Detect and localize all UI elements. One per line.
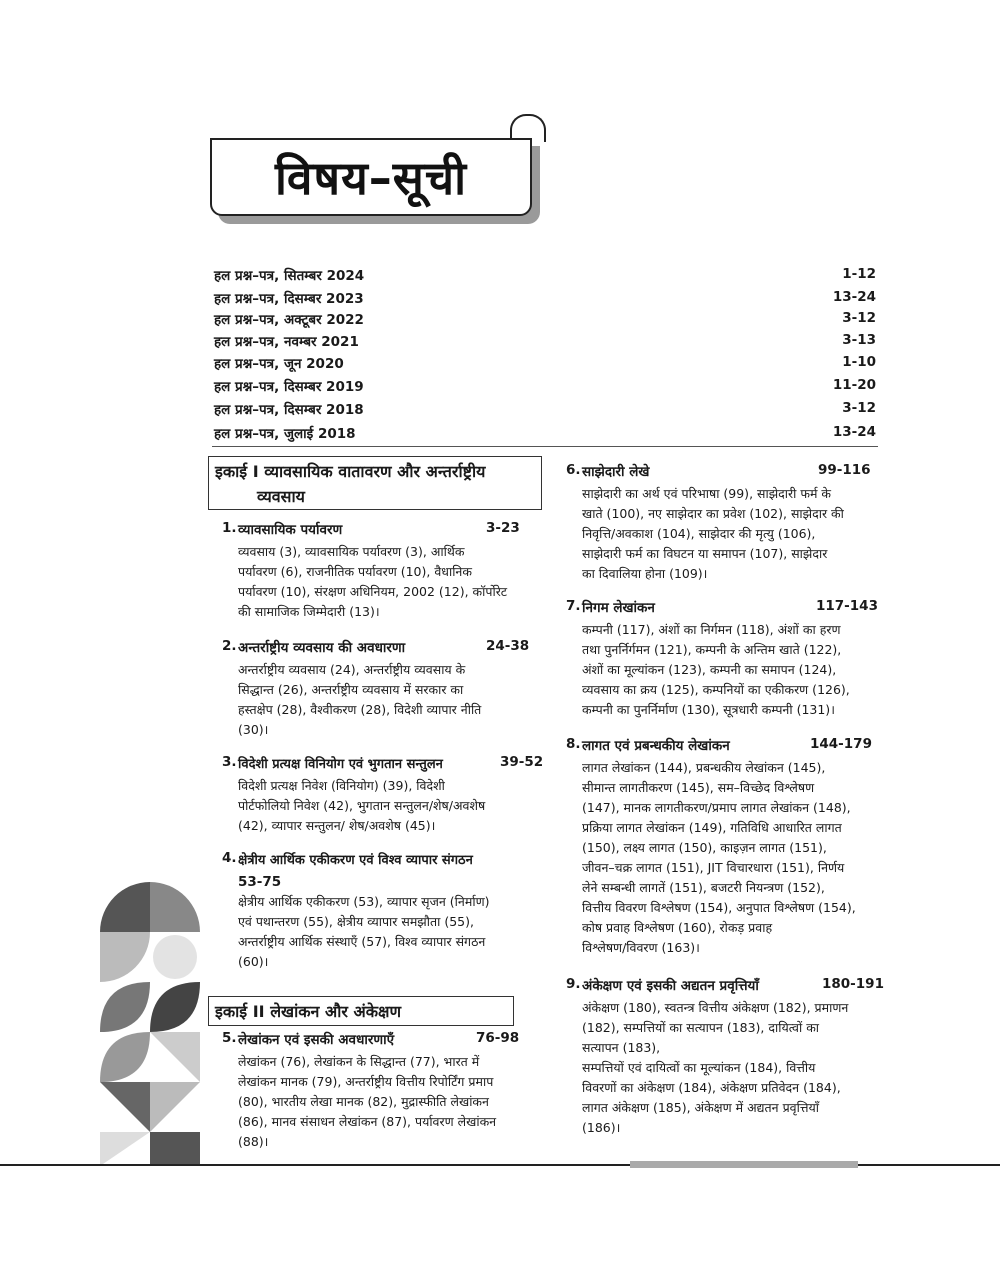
square-shape [150,1132,200,1166]
chapter-topics-line: पोर्टफोलियो निवेश (42), भुगतान सन्तुलन/शेष/अवशेष [238,798,486,813]
chapter-topics-line: (86), मानव संसाधन लेखांकन (87), पर्यावरण लेखांकन [238,1114,497,1129]
chapter-title: साझेदारी लेखे [582,464,650,480]
chapter-topics-line: का दिवालिया होना (109)। [582,566,708,581]
chapter-number: 4. [222,850,237,866]
paper-row [214,377,876,399]
chapter-topics-line: (150), लक्ष्य लागत (150), काइज़न लागत (151), [582,840,827,855]
triangle-shape [150,1082,200,1132]
paper-row [214,332,876,354]
chapter-pages: 99-116 [818,462,871,478]
triangle-shape [100,1132,150,1166]
chapter-title: अंकेक्षण एवं इसकी अद्यतन प्रवृत्तियाँ [582,978,759,994]
paper-label: हल प्रश्न–पत्र, नवम्बर 2021 [214,334,359,350]
paper-label: हल प्रश्न–पत्र, जून 2020 [214,356,344,372]
chapter-topics-line: विश्लेषण/विवरण (163)। [582,940,700,955]
paper-pages: 13-24 [832,289,876,305]
divider [212,446,878,447]
chapter-title: अन्तर्राष्ट्रीय व्यवसाय की अवधारणा [238,640,406,656]
chapter-number: 7. [566,598,581,614]
chapter-topics-line: एवं पथान्तरण (55), क्षेत्रीय व्यापार समझौता (55), [238,914,474,929]
chapter-topics-line: प्रक्रिया लागत लेखांकन (149), गतिविधि आधारित लागत [582,820,842,835]
chapter-title: व्यावसायिक पर्यावरण [238,522,343,538]
leaf-shape [150,982,200,1032]
chapter-title: लागत एवं प्रबन्धकीय लेखांकन [582,738,730,754]
chapter-entry [566,976,886,1138]
chapter-topics-line: लेखांकन मानक (79), अन्तर्राष्ट्रीय वित्तीय रिपोर्टिंग प्रमाप [238,1074,494,1089]
chapter-topics-line: विवरणों का अंकेक्षण (184), अंकेक्षण प्रतिवेदन (184), [582,1080,841,1095]
chapter-topics-line: विदेशी प्रत्यक्ष निवेश (विनियोग) (39), विदेशी [238,778,445,793]
chapter-pages: 53-75 [238,874,282,890]
chapter-topics-line: लागत लेखांकन (144), प्रबन्धकीय लेखांकन (145), [582,760,826,775]
chapter-topics-line: अंकेक्षण (180), स्वतन्त्र वित्तीय अंकेक्षण (182), प्रमाणन [582,1000,849,1015]
chapter-entry [222,638,542,740]
paper-label: हल प्रश्न–पत्र, अक्टूबर 2022 [214,312,364,328]
paper-pages: 1-12 [842,266,876,282]
paper-label: हल प्रश्न–पत्र, दिसम्बर 2023 [214,291,364,307]
chapter-title: क्षेत्रीय आर्थिक एकीकरण एवं विश्व व्यापार संगठन [238,853,473,868]
paper-pages: 3-12 [842,310,876,326]
chapter-topics-line: (60)। [238,954,269,969]
paper-row [214,289,876,311]
chapter-topics-line: वित्तीय विवरण विश्लेषण (154), अनुपात विश्लेषण (154), [582,900,856,915]
chapter-number: 6. [566,462,581,478]
paper-pages: 1-10 [842,354,876,370]
chapter-topics-line: अन्तर्राष्ट्रीय आर्थिक संस्थाएँ (57), विश्व व्यापार संगठन [238,934,486,949]
chapter-topics-line: (30)। [238,722,269,737]
chapter-topics-line: जीवन–चक्र लागत (151), JIT विचारधारा (151), निर्णय [582,860,845,875]
chapter-number: 8. [566,736,581,752]
chapter-entry [222,754,542,836]
chapter-pages: 39-52 [500,754,544,770]
chapter-pages: 144-179 [810,736,872,752]
chapter-entry [222,850,542,972]
paper-row [214,310,876,332]
chapter-number: 1. [222,520,237,536]
chapter-topics-line: सीमान्त लागतीकरण (145), सम–विच्छेद विश्लेषण [582,780,815,795]
chapter-pages: 76-98 [476,1030,520,1046]
chapter-number: 3. [222,754,237,770]
quarter-circle-shape [150,882,200,932]
paper-row [214,424,876,446]
chapter-number: 2. [222,638,237,654]
chapter-entry [566,736,886,958]
chapter-topics-line: लागत अंकेक्षण (185), अंकेक्षण में अद्यतन प्रवृत्तियाँ [582,1100,819,1115]
chapter-topics-line: खाते (100), नए साझेदार का प्रवेश (102), साझेदार की [582,506,844,521]
leaf-shape [100,982,150,1032]
chapter-title: निगम लेखांकन [582,600,655,616]
chapter-topics-line: सत्यापन (183), [582,1040,661,1055]
quarter-circle-shape [100,882,150,932]
chapter-topics-line: (80), भारतीय लेखा मानक (82), मुद्रास्फीति लेखांकन [238,1094,489,1109]
chapter-pages: 117-143 [816,598,878,614]
chapter-topics-line: (42), व्यापार सन्तुलन/ शेष/अवशेष (45)। [238,818,436,833]
circle-shape [153,935,197,979]
paper-pages: 3-13 [842,332,876,348]
paper-label: हल प्रश्न–पत्र, सितम्बर 2024 [214,268,365,284]
unit-1-header [208,456,542,510]
paper-pages: 3-12 [842,400,876,416]
paper-row [214,354,876,376]
title-scroll [210,138,532,216]
chapter-pages: 3-23 [486,520,520,536]
chapter-topics-line: क्षेत्रीय आर्थिक एकीकरण (53), व्यापार सृजन (निर्माण) [238,894,490,909]
triangle-shape [100,1082,150,1132]
triangle-shape [150,1032,200,1082]
unit-2-header [208,996,514,1026]
chapter-topics-line: निवृत्ति/अवकाश (104), साझेदार की मृत्यु (106), [582,526,816,541]
chapter-pages: 180-191 [822,976,884,992]
chapter-topics-line: सम्पत्तियों एवं दायित्वों का मूल्यांकन (184), वित्तीय [582,1060,816,1075]
paper-pages: 13-24 [832,424,876,440]
paper-pages: 11-20 [832,377,876,393]
chapter-topics-line: पर्यावरण (6), राजनीतिक पर्यावरण (10), वैधानिक [238,564,472,579]
chapter-topics-line: (186)। [582,1120,621,1135]
chapter-topics-line: तथा पुनर्निर्गमन (121), कम्पनी के अन्तिम खाते (122), [582,642,842,657]
paper-label: हल प्रश्न–पत्र, दिसम्बर 2019 [214,379,364,395]
unit-2-title: इकाई II लेखांकन और अंकेक्षण [215,1002,402,1021]
footer-accent-bar [630,1161,858,1168]
decorative-pattern [100,882,200,1166]
chapter-entry [566,598,886,720]
chapter-topics-line: लेने सम्बन्धी लागतें (151), बजटरी नियन्त्रण (152), [582,880,825,895]
chapter-topics-line: कम्पनी (117), अंशों का निर्गमन (118), अंशों का हरण [582,622,841,637]
chapter-title: विदेशी प्रत्यक्ष विनियोग एवं भुगतान सन्तुलन [238,757,443,772]
chapter-topics-line: अन्तर्राष्ट्रीय व्यवसाय (24), अन्तर्राष्ट्रीय व्यवसाय के [238,662,466,677]
chapter-topics-line: सिद्धान्त (26), अन्तर्राष्ट्रीय व्यवसाय में सरकार का [238,682,464,697]
chapter-topics-line: (88)। [238,1134,269,1149]
page-title: विषय–सूची [275,151,467,205]
chapter-topics-line: साझेदारी फर्म का विघटन या समापन (107), साझेदार [582,546,828,561]
chapter-title: लेखांकन एवं इसकी अवधारणाएँ [238,1032,395,1048]
chapter-number: 9. [566,976,581,992]
unit-1-title-cont: व्यवसाय [257,487,305,506]
quarter-circle-shape [100,932,150,982]
paper-row [214,400,876,422]
leaf-shape [100,1032,150,1082]
chapter-topics-line: लेखांकन (76), लेखांकन के सिद्धान्त (77), भारत में [238,1054,480,1069]
chapter-entry [566,462,886,584]
chapter-topics-line: कम्पनी का पुनर्निर्माण (130), सूत्रधारी कम्पनी (131)। [582,702,835,717]
chapter-topics-line: (182), सम्पत्तियों का सत्यापन (183), दायित्वों का [582,1020,820,1035]
chapter-topics-line: पर्यावरण (10), संरक्षण अधिनियम, 2002 (12), कॉर्पोरेट [238,584,508,599]
chapter-topics-line: हस्तक्षेप (28), वैश्वीकरण (28), विदेशी व्यापार नीति [238,702,482,717]
chapter-topics-line: (147), मानक लागतीकरण/प्रमाप लागत लेखांकन (148), [582,800,851,815]
paper-label: हल प्रश्न–पत्र, दिसम्बर 2018 [214,402,364,418]
unit-1-title: इकाई I व्यावसायिक वातावरण और अन्तर्राष्ट्रीय [215,462,486,481]
paper-label: हल प्रश्न–पत्र, जुलाई 2018 [214,426,356,442]
chapter-topics-line: व्यवसाय का क्रय (125), कम्पनियों का एकीकरण (126), [582,682,850,697]
chapter-topics-line: साझेदारी का अर्थ एवं परिभाषा (99), साझेदारी फर्म के [582,486,832,501]
chapter-topics-line: अंशों का मूल्यांकन (123), कम्पनी का समापन (124), [582,662,837,677]
chapter-topics-line: की सामाजिक जिम्मेदारी (13)। [238,604,380,619]
chapter-pages: 24-38 [486,638,530,654]
chapter-entry [222,1030,542,1152]
chapter-entry [222,520,542,622]
chapter-topics-line: कोष प्रवाह विश्लेषण (160), रोकड़ प्रवाह [582,920,773,935]
chapter-topics-line: व्यवसाय (3), व्यावसायिक पर्यावरण (3), आर्थिक [238,544,465,559]
chapter-number: 5. [222,1030,237,1046]
paper-row [214,266,876,288]
